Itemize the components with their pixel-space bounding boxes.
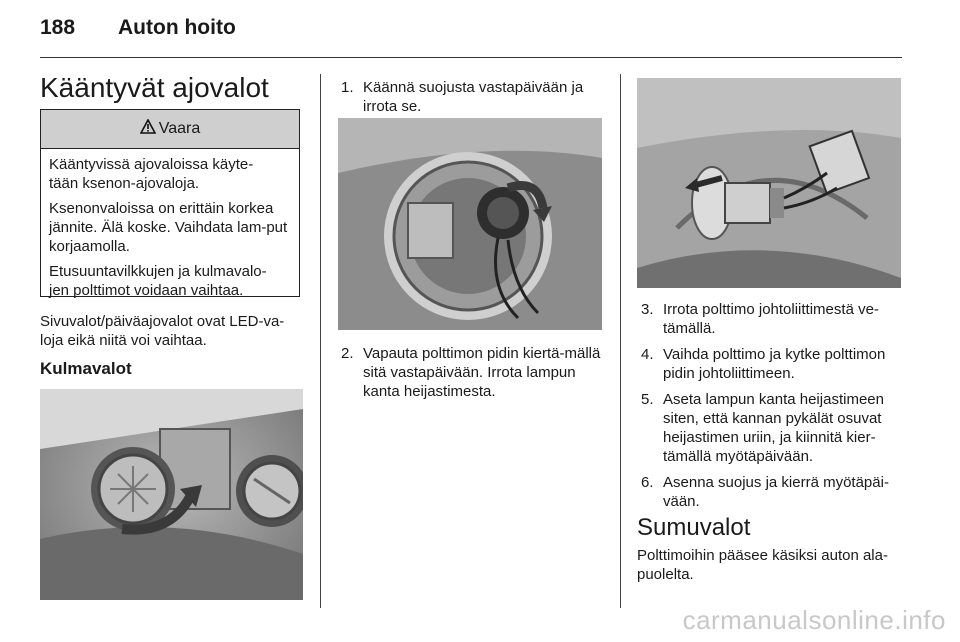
bulb-holder-photo xyxy=(338,118,602,330)
step-number: 2. xyxy=(341,345,354,362)
step-item xyxy=(641,300,903,338)
step-text: Vaihda polttimo ja kytke polttimon pidin johtoliittimeen. xyxy=(663,346,886,382)
chapter-title: Auton hoito xyxy=(118,16,236,39)
warning-box xyxy=(40,109,300,297)
step-number: 3. xyxy=(641,301,654,318)
step-item xyxy=(641,345,903,383)
step-text: Aseta lampun kanta heijastimeen siten, että kannan pykälät osuvat heijastimen uriin, ja kiinnitä kier-tämällä myötäpäivään. xyxy=(663,391,884,465)
step-number: 6. xyxy=(641,474,654,491)
intro-paragraph: Sivuvalot/päiväajovalot ovat LED-va-loja eikä niitä voi vaihtaa. xyxy=(40,313,285,349)
bulb-removal-photo xyxy=(637,78,901,288)
sumuvalot-text: Polttimoihin pääsee käsiksi auton ala-puolelta. xyxy=(637,547,888,583)
header-divider xyxy=(40,57,902,58)
step-text: Vapauta polttimon pidin kiertä-mällä sitä vastapäivään. Irrota lampun kanta heijastimesta. xyxy=(363,345,601,400)
column-divider xyxy=(320,74,321,608)
watermark: carmanualsonline.info xyxy=(682,605,946,635)
warning-paragraph: Ksenonvaloissa on erittäin korkea jännite. Älä koske. Vaihdata lam-put korjaamolla. xyxy=(49,200,288,255)
step-item xyxy=(641,473,903,511)
column-divider xyxy=(620,74,621,608)
steps-list-2 xyxy=(341,344,603,408)
step-text: Asenna suojus ja kierrä myötäpäi-vään. xyxy=(663,474,889,510)
warning-header xyxy=(41,110,299,149)
step-number: 4. xyxy=(641,346,654,363)
sumuvalot-heading: Sumuvalot xyxy=(637,514,751,541)
step-item xyxy=(341,344,603,401)
step-item xyxy=(341,78,603,116)
section-title: Kääntyvät ajovalot xyxy=(40,72,269,103)
warning-label: Vaara xyxy=(158,120,201,137)
warning-paragraph: Etusuuntavilkkujen ja kulmavalo-jen polttimot voidaan vaihtaa. xyxy=(49,263,267,299)
warning-body xyxy=(41,149,299,300)
step-item xyxy=(641,390,903,466)
step-number: 1. xyxy=(341,79,354,96)
step-text: Käännä suojusta vastapäivään ja irrota se. xyxy=(363,79,584,115)
warning-paragraph: Kääntyvissä ajovaloissa käyte-tään ksenon-ajovaloja. xyxy=(49,156,254,192)
steps-list-3 xyxy=(641,300,903,518)
step-number: 5. xyxy=(641,391,654,408)
step-text: Irrota polttimo johtoliittimestä ve-tämällä. xyxy=(663,301,879,337)
page-number: 188 xyxy=(40,16,76,39)
steps-list-1 xyxy=(341,78,603,123)
corner-light-photo xyxy=(40,389,303,600)
warning-triangle-icon xyxy=(140,119,159,139)
kulmavalot-heading: Kulmavalot xyxy=(40,359,132,378)
